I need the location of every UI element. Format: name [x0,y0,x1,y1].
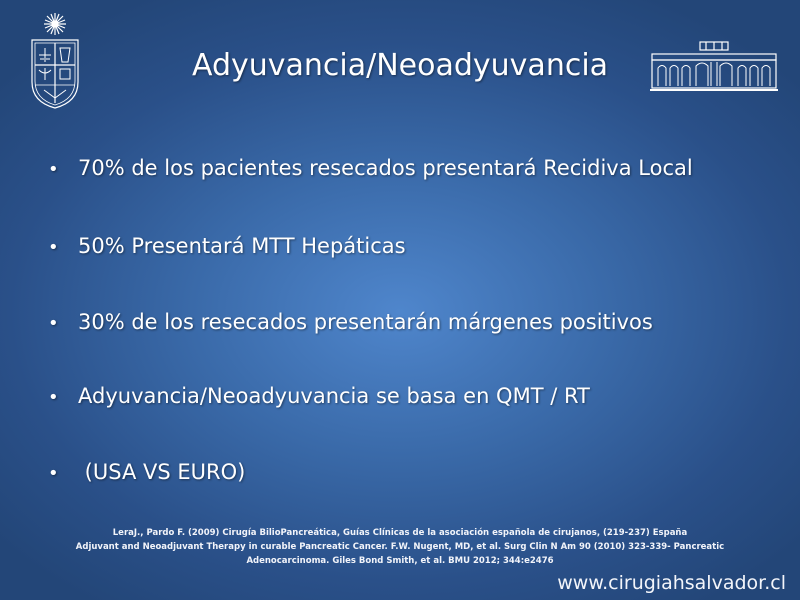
bullet-symbol: • [48,237,59,258]
bullet-symbol: • [48,313,59,334]
bullet-symbol: • [48,159,59,180]
bullet-text: Adyuvancia/Neoadyuvancia se basa en QMT / RT [78,384,590,408]
reference-line: Adenocarcinoma. Giles Bond Smith, et al. BMU 2012; 344:e2476 [246,556,554,566]
bullet-item [48,310,653,334]
reference-line: LeraJ., Pardo F. (2009) Cirugía BilioPancreática, Guías Clínicas de la asociación española de cirujanos, (219-237) España [112,528,688,538]
bullet-text: 70% de los pacientes resecados presentará Recidiva Local [78,156,693,180]
bullet-text: 50% Presentará MTT Hepáticas [78,234,406,258]
slide-title: Adyuvancia/Neoadyuvancia [191,48,609,83]
bullet-item [48,460,245,484]
website-url: www.cirugiahsalvador.cl [557,572,786,594]
reference-line: Adjuvant and Neoadjuvant Therapy in curable Pancreatic Cancer. F.W. Nugent, MD, et al. Surg Clin N Am 90 (2010) 323-339- Pancreatic [75,542,725,552]
bullet-symbol: • [48,387,59,408]
bullet-text: 30% de los resecados presentarán márgenes positivos [78,310,653,334]
bullet-item [48,234,406,258]
bullet-item [48,384,590,408]
bullet-text: (USA VS EURO) [78,460,246,484]
bullet-symbol: • [48,463,59,484]
bullet-item [48,156,693,180]
references [0,526,800,568]
